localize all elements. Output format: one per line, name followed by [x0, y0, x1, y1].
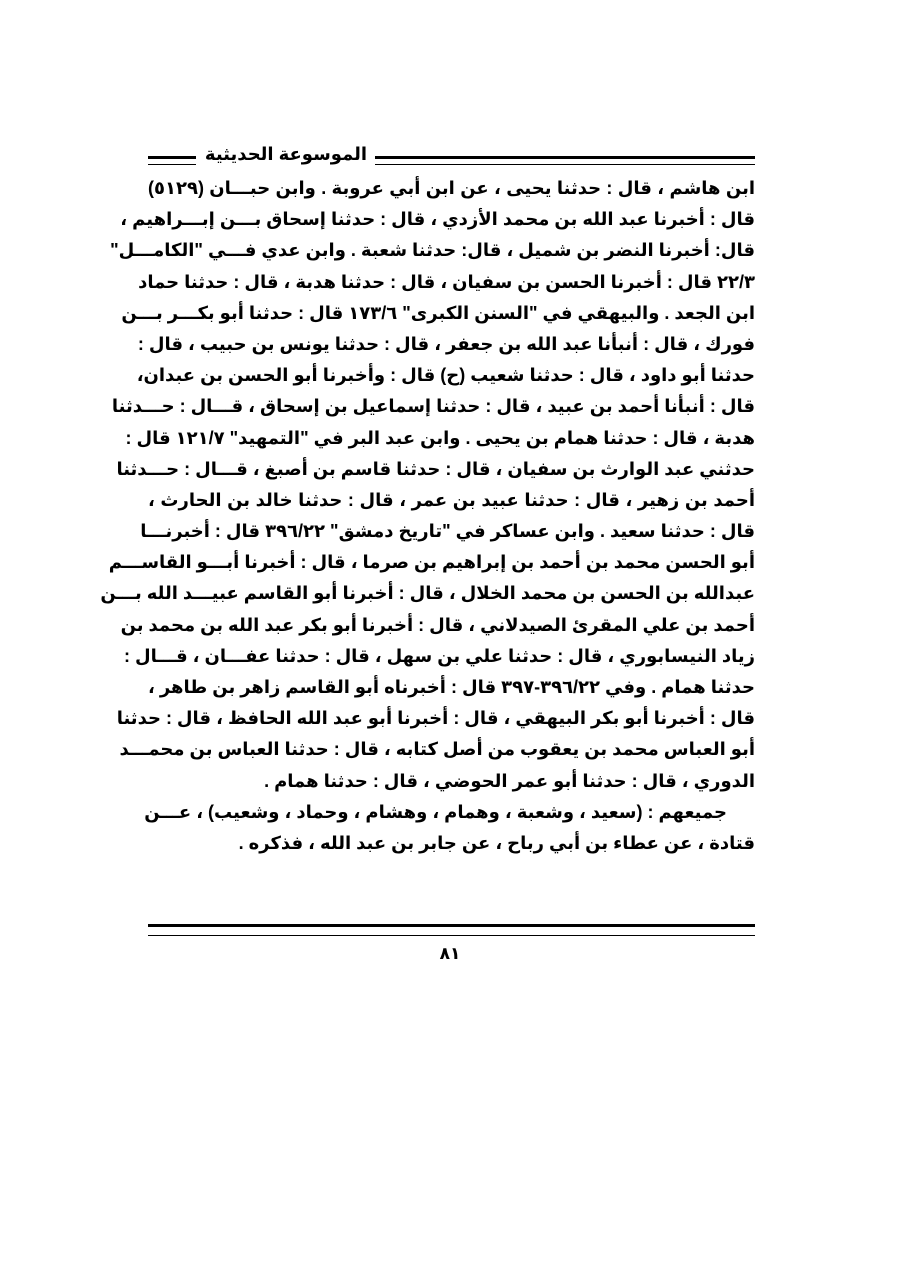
header-rule-long — [375, 156, 755, 165]
footer-rule — [148, 924, 755, 936]
body-text — [100, 173, 755, 859]
text-line: فورك ، قال : أنبأنا عبد الله بن جعفر ، قال : حدثنا يونس بن حبيب ، قال : — [137, 333, 755, 354]
text-line: جميعهم : (سعيد ، وشعبة ، وهمام ، وهشام ، وحماد ، وشعيب) ، عـــن — [144, 801, 727, 822]
text-line: قال : حدثنا سعيد . وابن عساكر في "تاريخ دمشق" ٣٩٦/٢٢ قال : أخبرنـــا — [140, 521, 755, 542]
text-line: أحمد بن زهير ، قال : حدثنا عبيد بن عمر ، قال : حدثنا خالد بن الحارث ، — [148, 489, 755, 510]
text-line: ابن هاشم ، قال : حدثنا يحيى ، عن ابن أبي عروبة . وابن حبـــان (٥١٢٩) — [148, 178, 755, 198]
text-line: ابن الجعد . والبيهقي في "السنن الكبرى" ١٧٣/٦ قال : حدثنا أبو بكـــر بـــن — [121, 302, 755, 323]
text-line: قال : أخبرنا أبو بكر البيهقي ، قال : أخبرنا أبو عبد الله الحافظ ، قال : حدثنا — [116, 708, 755, 729]
header-rule-short — [148, 156, 196, 165]
text-line: قتادة ، عن عطاء بن أبي رباح ، عن جابر بن عبد الله ، فذكره . — [238, 832, 755, 853]
text-line: عبدالله بن الحسن بن محمد الخلال ، قال : أخبرنا أبو القاسم عبيـــد الله بـــن — [100, 583, 755, 604]
text-line: هدبة ، قال : حدثنا همام بن يحيى . وابن عبد البر في "التمهيد" ١٢١/٧ قال : — [125, 427, 755, 448]
page-number: ٨١ — [439, 944, 461, 963]
running-header — [148, 144, 755, 170]
header-title: الموسوعة الحديثية — [204, 144, 368, 164]
text-line: أحمد بن علي المقرئ الصيدلاني ، قال : أخبرنا أبو بكر عبد الله بن محمد بن — [120, 614, 755, 635]
text-line: أبو الحسن محمد بن أحمد بن إبراهيم بن صرما ، قال : أخبرنا أبـــو القاســـم — [108, 552, 755, 573]
text-line: حدثنا همام . وفي ٣٩٦/٢٢-٣٩٧ قال : أخبرناه أبو القاسم زاهر بن طاهر ، — [148, 677, 755, 697]
text-line: الدوري ، قال : حدثنا أبو عمر الحوضي ، قال : حدثنا همام . — [264, 770, 755, 791]
text-line: قال : أخبرنا عبد الله بن محمد الأزدي ، قال : حدثنا إسحاق بـــن إبـــراهيم ، — [120, 209, 755, 230]
text-line: أبو العباس محمد بن يعقوب من أصل كتابه ، قال : حدثنا العباس بن محمـــد — [119, 739, 755, 760]
text-line: زياد النيسابوري ، قال : حدثنا علي بن سهل ، قال : حدثنا عفـــان ، قـــال : — [124, 645, 755, 666]
text-line: حدثنا أبو داود ، قال : حدثنا شعيب (ح) قال : وأخبرنا أبو الحسن بن عبدان، — [136, 365, 755, 386]
text-line: قال : أنبأنا أحمد بن عبيد ، قال : حدثنا إسماعيل بن إسحاق ، قـــال : حـــدثنا — [111, 396, 755, 417]
text-line: ٢٢/٣ قال : أخبرنا الحسن بن سفيان ، قال : حدثنا هدبة ، قال : حدثنا حماد — [138, 271, 755, 292]
text-line: قال: أخبرنا النضر بن شميل ، قال: حدثنا شعبة . وابن عدي فـــي "الكامـــل" — [110, 240, 755, 261]
text-line: حدثني عبد الوارث بن سفيان ، قال : حدثنا قاسم بن أصبغ ، قـــال : حـــدثنا — [116, 458, 755, 479]
